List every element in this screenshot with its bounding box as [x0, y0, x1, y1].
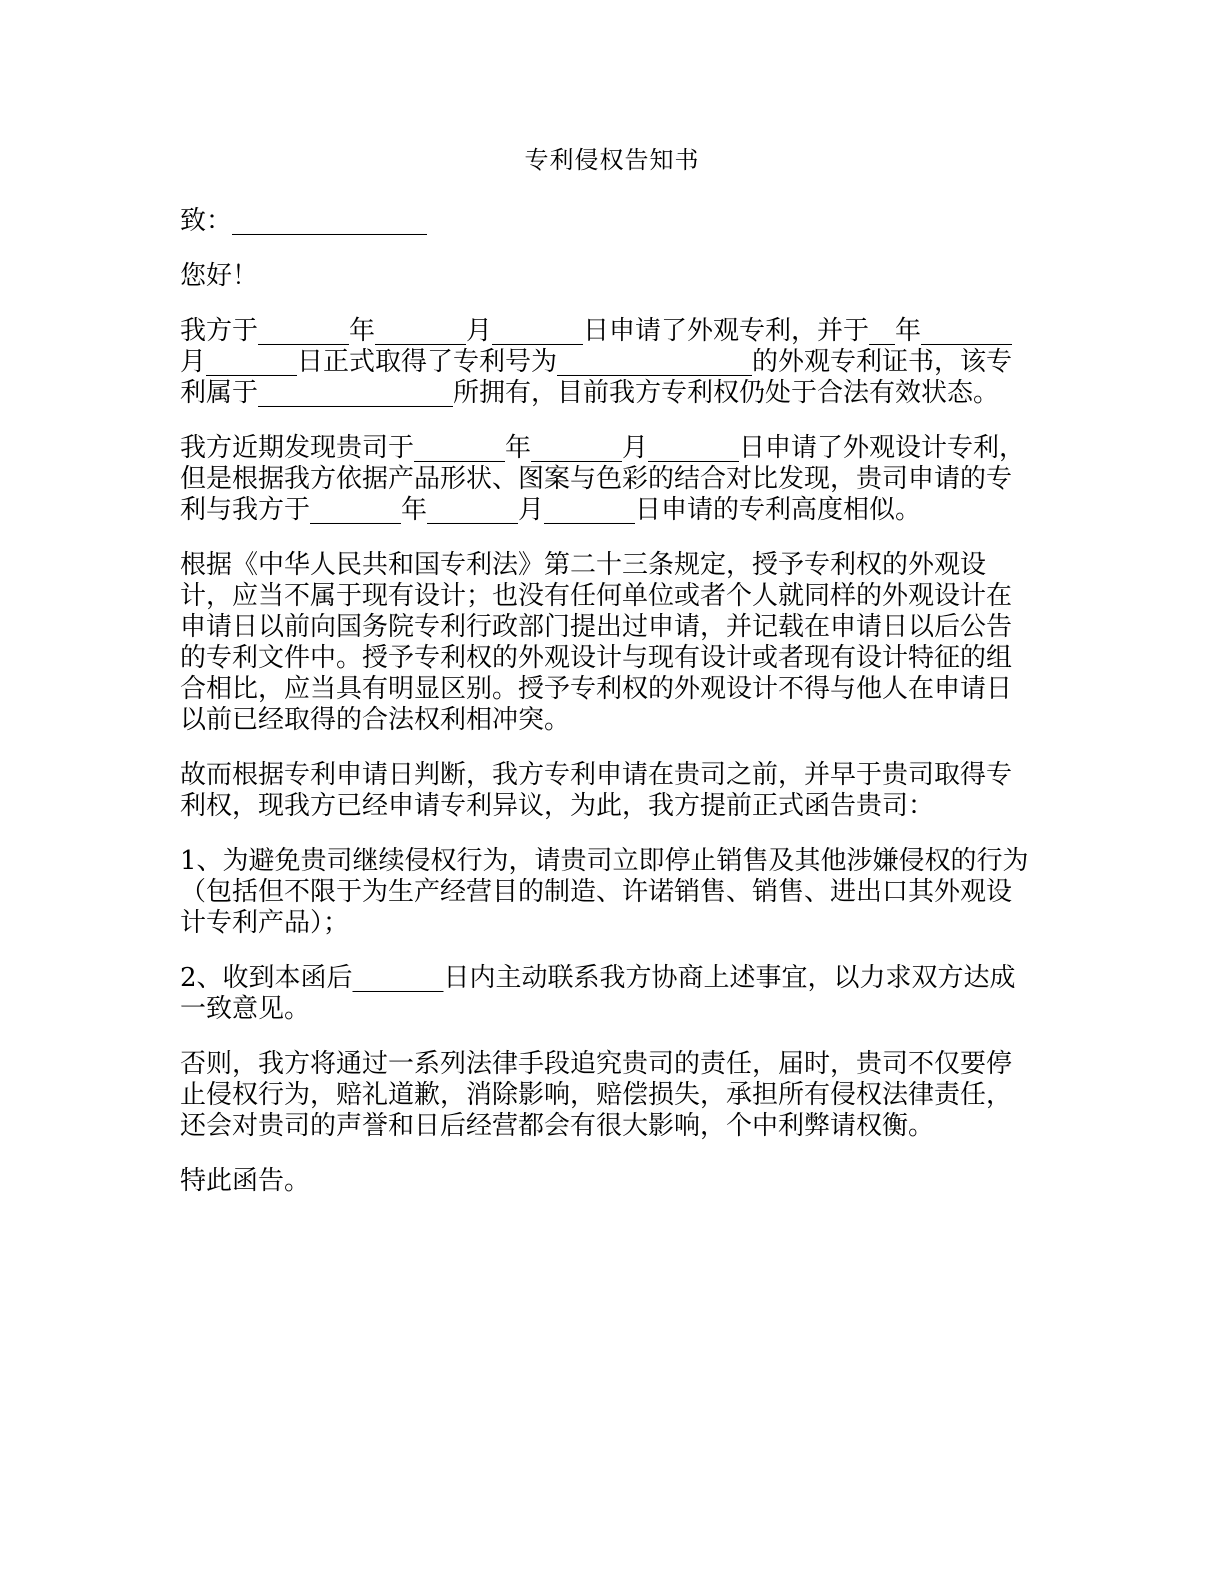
greeting: 您好！	[180, 261, 259, 291]
paragraph-consequences: 否则，我方将通过一系列法律手段追究贵司的责任，届时，贵司不仅要停止侵权行为，赔礼道歉，消除影响，赔偿损失，承担所有侵权法律责任，还会对贵司的声誉和日后经营都会有很大影响，个中利弊请权衡。	[180, 1049, 1013, 1141]
paragraph-legal-basis: 根据《中华人民共和国专利法》第二十三条规定，授予专利权的外观设计，应当不属于现有设计；也没有任何单位或者个人就同样的外观设计在申请日以前向国务院专利行政部门提出过申请，并记载在申请日以后公告的专利文件中。授予专利权的外观设计与现有设计或者现有设计特征的组合相比，应当具有明显区别。授予专利权的外观设计不得与他人在申请日以前已经取得的合法权利相冲突。	[180, 550, 1013, 735]
closing: 特此函告。	[180, 1166, 311, 1196]
paragraph-discovery: 我方近期发现贵司于_______年_______月_______日申请了外观设计专利，但是根据我方依据产品形状、图案与色彩的结合对比发现，贵司申请的专利与我方于_______年_______月_______日申请的专利高度相似。	[180, 433, 1026, 525]
document-title: 专利侵权告知书	[524, 146, 700, 174]
paragraph-demand-2: 2、收到本函后_______日内主动联系我方协商上述事宜，以力求双方达成一致意见。	[180, 963, 1016, 1024]
paragraph-demand-1: 1、为避免贵司继续侵权行为，请贵司立即停止销售及其他涉嫌侵权的行为（包括但不限于为生产经营目的制造、许诺销售、销售、进出口其外观设计专利产品）；	[180, 846, 1029, 938]
paragraph-notice: 故而根据专利申请日判断，我方专利申请在贵司之前，并早于贵司取得专利权，现我方已经申请专利异议，为此，我方提前正式函告贵司：	[180, 760, 1013, 821]
document-body	[180, 206, 1030, 1221]
paragraph-patent-ownership: 我方于_______年_______月_______日申请了外观专利，并于__年_______月_______日正式取得了专利号为_______________的外观专利证书，该专利属于_______________所拥有，目前我方专利权仍处于合法有效状态。	[180, 316, 1013, 408]
salutation: 致：_______________	[180, 206, 428, 236]
